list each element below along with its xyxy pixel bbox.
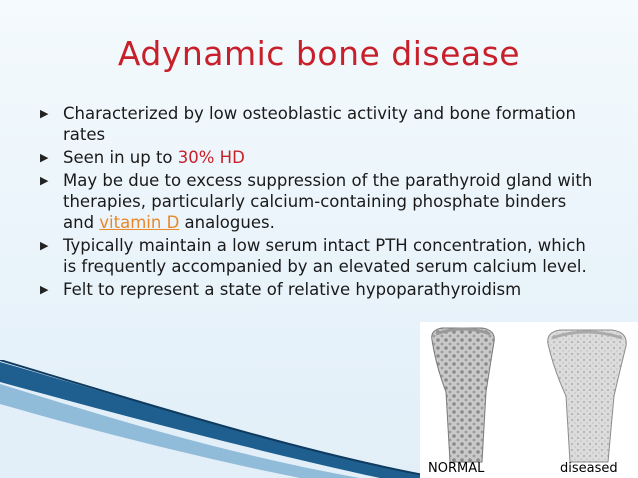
arrowhead-bullet-icon: ▶ [40, 174, 49, 187]
bullet-text: analogues. [179, 213, 275, 232]
vitamin-d-link[interactable]: vitamin D [99, 213, 180, 232]
highlight-text: 30% HD [177, 148, 245, 167]
bullet-item [40, 235, 600, 277]
bone-illustration [420, 322, 638, 478]
slide-title: Adynamic bone disease [117, 34, 521, 73]
bullet-list [40, 103, 600, 302]
decorative-swoosh [0, 360, 440, 478]
bullet-item [40, 103, 600, 145]
bullet-text: Characterized by low osteoblastic activity and bone formation rates [63, 104, 576, 144]
arrowhead-bullet-icon: ▶ [40, 107, 49, 120]
bullet-text: Typically maintain a low serum intact PTH concentration, which is frequently accompanied by an elevated serum calcium level. [63, 236, 587, 276]
bullet-text: May be due to excess suppression of the parathyroid gland with therapies, particularly calcium-containing phosphate binders and [63, 171, 593, 232]
bullet-item [40, 170, 600, 233]
bone-comparison-image [420, 322, 638, 478]
caption-diseased: diseased [560, 461, 618, 476]
bullet-text: Seen in up to [63, 148, 178, 167]
bullet-text: Felt to represent a state of relative hypoparathyroidism [63, 280, 522, 299]
arrowhead-bullet-icon: ▶ [40, 239, 49, 252]
bullet-item [40, 279, 600, 300]
arrowhead-bullet-icon: ▶ [40, 283, 49, 296]
caption-normal: NORMAL [428, 461, 485, 476]
arrowhead-bullet-icon: ▶ [40, 151, 49, 164]
bullet-item [40, 147, 600, 168]
